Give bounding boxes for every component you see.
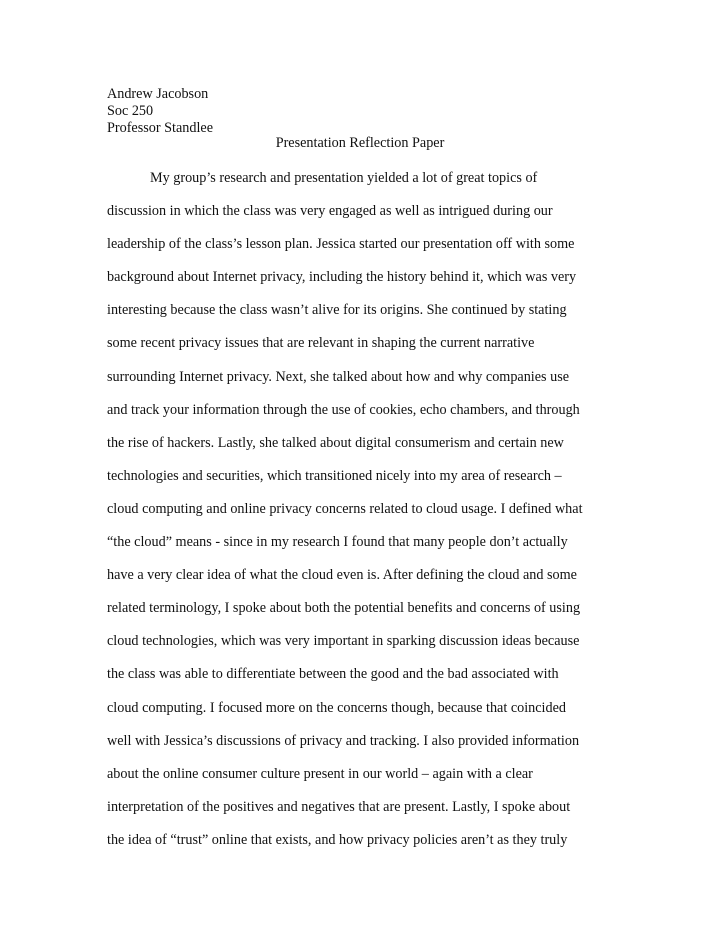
paragraph-line: interpretation of the positives and negatives that are present. Lastly, I spoke about bbox=[107, 798, 571, 815]
paragraph-line: well with Jessica’s discussions of privacy and tracking. I also provided information bbox=[107, 732, 580, 749]
paragraph-line: some recent privacy issues that are relevant in shaping the current narrative bbox=[107, 335, 535, 352]
body-paragraph bbox=[107, 167, 617, 862]
paragraph-line: related terminology, I spoke about both the potential benefits and concerns of using bbox=[107, 600, 581, 617]
paragraph-line: the class was able to differentiate between the good and the bad associated with bbox=[107, 666, 559, 683]
paragraph-line: and track your information through the use of cookies, echo chambers, and through bbox=[107, 401, 580, 418]
paper-title: Presentation Reflection Paper bbox=[275, 135, 445, 151]
paragraph-line: background about Internet privacy, including the history behind it, which was very bbox=[107, 269, 577, 286]
paragraph-line: have a very clear idea of what the cloud even is. After defining the cloud and some bbox=[107, 567, 577, 584]
paragraph-line: surrounding Internet privacy. Next, she talked about how and why companies use bbox=[107, 368, 570, 385]
paragraph-line: cloud computing and online privacy concerns related to cloud usage. I defined what bbox=[107, 500, 583, 517]
author-name: Andrew Jacobson bbox=[107, 86, 209, 102]
course-name: Soc 250 bbox=[107, 103, 154, 119]
paragraph-line: “the cloud” means - since in my research I found that many people don’t actually bbox=[107, 534, 568, 551]
professor-name: Professor Standlee bbox=[107, 120, 213, 136]
paragraph-line: cloud technologies, which was very important in sparking discussion ideas because bbox=[107, 633, 580, 650]
paragraph-line: about the online consumer culture present in our world – again with a clear bbox=[107, 765, 533, 782]
paragraph-line: the rise of hackers. Lastly, she talked about digital consumerism and certain new bbox=[107, 434, 564, 451]
paragraph-line: interesting because the class wasn’t alive for its origins. She continued by stating bbox=[107, 302, 567, 319]
paragraph-line: cloud computing. I focused more on the concerns though, because that coincided bbox=[107, 699, 566, 716]
paragraph-line: technologies and securities, which transitioned nicely into my area of research – bbox=[107, 467, 562, 484]
paragraph-line: discussion in which the class was very engaged as well as intrigued during our bbox=[107, 203, 553, 220]
paragraph-line: the idea of “trust” online that exists, and how privacy policies aren’t as they truly bbox=[107, 831, 568, 848]
paragraph-line: My group’s research and presentation yielded a lot of great topics of bbox=[150, 170, 538, 186]
header-block bbox=[107, 86, 213, 137]
paragraph-line: leadership of the class’s lesson plan. Jessica started our presentation off with some bbox=[107, 236, 575, 253]
